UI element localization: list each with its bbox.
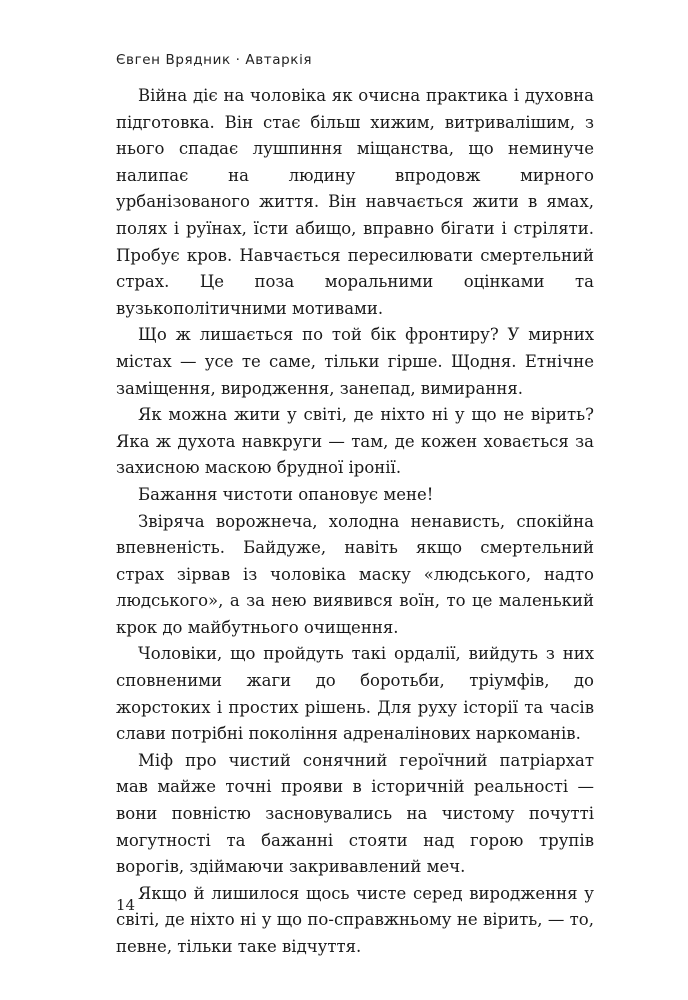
running-head: Євген Врядник · Автаркія	[116, 52, 313, 68]
paragraph: Чоловіки, що пройдуть такі ордалії, вийдуть з них сповненими жаги до боротьби, тріумфів, до жорстоких і простих рішень. Для руху історії та часів слави потрібні покоління адреналінових наркоманів.	[116, 644, 594, 744]
paragraph: Що ж лишається по той бік фронтиру? У мирних містах — усе те саме, тільки гірше. Щодня. Етнічне заміщення, виродження, занепад, вимирання.	[116, 325, 594, 398]
paragraph: Як можна жити у світі, де ніхто ні у що не вірить? Яка ж духота навкруги — там, де кожен ховається за захисною маскою брудної іронії.	[116, 405, 594, 478]
body-text	[116, 83, 594, 961]
paragraph: Війна діє на чоловіка як очисна практика і духовна підготовка. Він стає більш хижим, витривалішим, з нього спадає лушпиння міщанства, що неминуче налипає на людину впродовж мирного урбанізованого життя. Він навчається жити в ямах, полях і руїнах, їсти абищо, вправно бігати і стріляти. Пробує кров. Навчається пересилювати смертельний страх. Це поза моральними оцінками та вузькополітичними мотивами.	[116, 86, 594, 318]
paragraph: Якщо й лишилося щось чисте серед виродження у світі, де ніхто ні у що по-справжньому не вірить, — то, певне, тільки таке відчуття.	[116, 883, 594, 956]
page-number: 14	[116, 896, 136, 914]
paragraph: Бажання чистоти опановує мене!	[138, 484, 434, 504]
paragraph: Звіряча ворожнеча, холодна ненависть, спокійна впевненість. Байдуже, навіть якщо смертельний страх зірвав із чоловіка маску «людського, надто людського», а за нею виявився воїн, то це маленький крок до майбутнього очищення.	[116, 511, 594, 637]
paragraph: Міф про чистий сонячний героїчний патріархат мав майже точні прояви в історичній реальності — вони повністю засновувались на чистому почутті могутності та бажанні стояти над горою трупів ворогів, здіймаючи закривавлений меч.	[116, 750, 594, 877]
